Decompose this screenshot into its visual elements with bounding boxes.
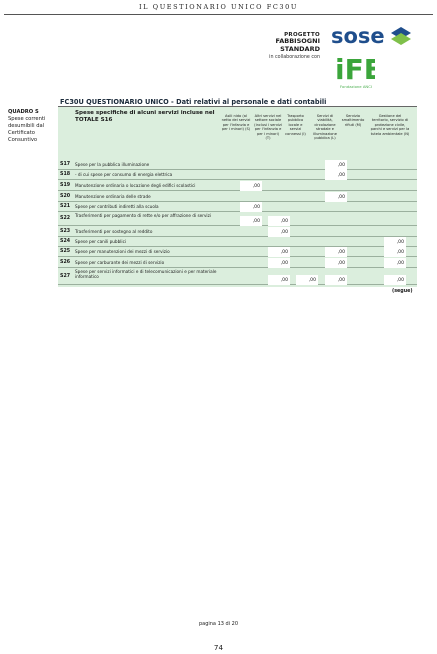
column-header: Trasporto pubblico locale e servizi connessi (I) xyxy=(285,114,306,136)
row-code: S24 xyxy=(60,239,71,244)
ifel-logo-text: iFE xyxy=(335,53,375,83)
column-header: Asili nido (al netto dei servizi per l'infanzia e per i minori) (S) xyxy=(221,114,251,132)
table-row xyxy=(58,212,417,226)
amount-field[interactable]: ,00 xyxy=(296,275,318,285)
project-label xyxy=(240,32,320,53)
row-code: S21 xyxy=(60,204,71,209)
amount-field[interactable]: ,00 xyxy=(268,258,290,268)
amount-field[interactable]: ,00 xyxy=(384,247,406,257)
row-code: S18 xyxy=(60,172,71,177)
row-label: Spese per la pubblica illuminazione xyxy=(75,162,150,167)
amount-field[interactable]: ,00 xyxy=(268,247,290,257)
amount-field[interactable]: ,00 xyxy=(384,237,406,247)
amount-field[interactable]: ,00 xyxy=(268,227,290,237)
table-row xyxy=(58,160,417,170)
quadro-code: QUADRO S xyxy=(8,109,39,115)
section-title: Spese specifiche di alcuni servizi incluse nel TOTALE S16 xyxy=(75,110,215,123)
form-title: FC30U QUESTIONARIO UNICO - Dati relativi al personale e dati contabili xyxy=(60,98,327,106)
amount-field[interactable]: ,00 xyxy=(325,258,347,268)
amount-field[interactable]: ,00 xyxy=(325,275,347,285)
amount-field[interactable]: ,00 xyxy=(325,192,347,202)
row-label: Manutenzione ordinaria delle strade xyxy=(75,193,151,199)
row-code: S23 xyxy=(60,228,71,234)
ifel-subtitle: Fondazione ANCI xyxy=(340,84,373,89)
row-label: Spese per servizi informatici e di telecomunicazioni e per materiale informatico xyxy=(75,269,217,280)
row-code: S27 xyxy=(60,273,71,279)
amount-field[interactable]: ,00 xyxy=(325,247,347,257)
quadro-line2: desumibili dal xyxy=(8,123,45,130)
row-label: - di cui spese per consumo di energia elettrica xyxy=(75,172,173,177)
quadro-label xyxy=(8,109,58,144)
row-code: S19 xyxy=(60,182,71,188)
table-row xyxy=(58,180,417,191)
table-row xyxy=(58,247,417,257)
expense-table xyxy=(58,106,417,287)
column-header: Altri servizi nel settore sociale (inclusi i servizi per l'infanzia e per i minori) (T) xyxy=(254,114,282,141)
quadro-line1: Spese correnti xyxy=(8,116,46,123)
column-header: Servizi di viabilità, circolazione stradale e illuminazione pubblica (L) xyxy=(313,114,337,141)
amount-field[interactable]: ,00 xyxy=(384,275,406,285)
table-row xyxy=(58,226,417,237)
amount-field[interactable]: ,00 xyxy=(325,160,347,170)
page-of-label: pagina 13 di 20 xyxy=(198,621,239,627)
quadro-line3: Certificato xyxy=(8,130,35,137)
table-row xyxy=(58,191,417,202)
collab-text: in collaborazione con xyxy=(269,55,320,60)
column-header: Servizio smaltimento rifiuti (M) xyxy=(341,114,365,127)
table-row xyxy=(58,257,417,268)
amount-field[interactable]: ,00 xyxy=(325,170,347,180)
segue-label: (segue) xyxy=(392,289,413,294)
project-line2: FABBISOGNI STANDARD xyxy=(275,37,320,53)
row-code: S26 xyxy=(60,259,71,265)
table-row xyxy=(58,170,417,180)
row-code: S17 xyxy=(60,162,71,167)
amount-field[interactable]: ,00 xyxy=(240,202,262,212)
project-line1: PROGETTO xyxy=(284,32,320,38)
table-row xyxy=(58,268,417,285)
row-label: Spese per manutenzioni dei mezzi di servizio xyxy=(75,249,170,254)
amount-field[interactable]: ,00 xyxy=(384,258,406,268)
row-code: S25 xyxy=(60,249,71,254)
row-label: Spese per carburante dei mezzi di servizio xyxy=(75,259,165,265)
table-row xyxy=(58,202,417,212)
table-row xyxy=(58,237,417,247)
row-label: Spese per canili pubblici xyxy=(75,239,127,244)
row-label: Manutenzione ordinaria o locazione degli edifici scolastici xyxy=(75,182,196,188)
quadro-line4: Consuntivo xyxy=(8,137,38,144)
sose-logo-text: sose xyxy=(331,25,385,48)
row-code: S22 xyxy=(60,216,71,221)
row-label: Trasferimenti per sostegno al reddito xyxy=(75,228,153,234)
row-label: Spese per contributi indiretti alla scuola xyxy=(75,204,159,209)
running-head: IL QUESTIONARIO UNICO FC30U xyxy=(139,3,298,11)
row-code: S20 xyxy=(60,193,71,199)
page-number: 74 xyxy=(213,643,224,652)
ifel-logo xyxy=(335,49,375,87)
amount-field[interactable]: ,00 xyxy=(268,216,290,226)
top-rule xyxy=(4,14,433,15)
amount-field[interactable]: ,00 xyxy=(240,181,262,191)
amount-field[interactable]: ,00 xyxy=(268,275,290,285)
row-label: Trasferimenti per pagamento di rette e/o per affrazione di servizi xyxy=(75,213,211,218)
column-header: Gestione del territorio, servizio di protezione civile, parchi e servizi per la tutela ambientale (N) xyxy=(370,114,410,136)
amount-field[interactable]: ,00 xyxy=(240,216,262,226)
